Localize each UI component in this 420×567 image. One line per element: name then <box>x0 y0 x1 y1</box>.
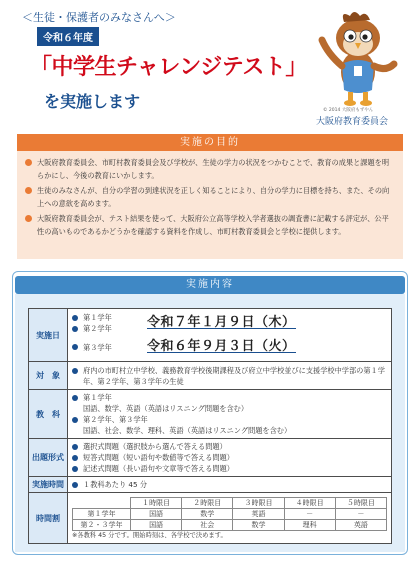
bullet-icon <box>72 368 78 374</box>
bullet-icon <box>72 315 78 321</box>
schedule-label: 時間割 <box>29 493 68 544</box>
target-text: 府内の市町村立中学校、義務教育学校後期課程及び府立中学校並びに支援学校中学部の第１学年、第２学年、第３学年の生徒 <box>83 365 385 386</box>
audience-heading: ＜生徒・保護者のみなさんへ＞ <box>22 11 176 24</box>
organization-name: 大阪府教育委員会 <box>316 117 389 127</box>
schedule-period: ３時限目 <box>233 498 284 509</box>
bullet-icon <box>72 444 78 450</box>
purpose-item: 生徒のみなさんが、自分の学習の到達状況を正しく知ることにより、自分の学力に目標を持ち、また、その向上への意欲を高めます。 <box>23 184 395 210</box>
date-grade-1-2: 令和７年１月９日（木） <box>147 315 296 330</box>
format-item: 記述式問題（長い語句や文章等で答える問題） <box>83 464 234 473</box>
time-text: １教科あたり 45 分 <box>83 480 148 489</box>
format-item: 短答式問題（短い語句や数値等で答える問題） <box>83 453 234 462</box>
date-grade-3: 第３学年 <box>83 342 112 352</box>
bullet-icon <box>72 482 78 488</box>
bullet-icon <box>72 326 78 332</box>
bullet-icon <box>72 455 78 461</box>
schedule-cell: 社会 <box>182 520 233 531</box>
subjects-grade-2-3-list: 国語、社会、数学、理科、英語（英語はリスニング問題を含む） <box>83 426 292 435</box>
purpose-section <box>17 151 403 259</box>
schedule-cell: 理科 <box>284 520 335 531</box>
details-table <box>28 308 392 544</box>
schedule-grade: 第１学年 <box>73 509 131 520</box>
bullet-icon <box>72 395 78 401</box>
details-heading: 実施内容 <box>15 276 405 294</box>
subjects-grade-1: 第１学年 <box>83 393 112 402</box>
table-row <box>73 520 387 531</box>
schedule-cell: － <box>335 509 386 520</box>
schedule-cell: 国語 <box>131 520 182 531</box>
mascot-copyright: © 2014 大阪府もずやん <box>323 108 374 113</box>
schedule-cell: 英語 <box>335 520 386 531</box>
date-grade-2: 第２学年 <box>83 324 112 333</box>
subjects-label: 教 科 <box>29 390 68 439</box>
schedule-cell: 数学 <box>233 520 284 531</box>
purpose-item: 大阪府教育委員会、市町村教育委員会及び学校が、生徒の学力の状況をつかむことで、教育の成果と課題を明らかにし、今後の教育にいかします。 <box>23 156 395 182</box>
date-label: 実施日 <box>29 309 68 362</box>
subjects-grade-1-list: 国語、数学、英語（英語はリスニング問題を含む） <box>83 404 249 413</box>
schedule-grade: 第２・３学年 <box>73 520 131 531</box>
date-grade-3-value: 令和６年９月３日（火） <box>147 339 296 354</box>
schedule-cell: 数学 <box>182 509 233 520</box>
schedule-table <box>72 497 387 531</box>
schedule-cell: － <box>284 509 335 520</box>
purpose-heading: 実施の目的 <box>17 134 403 151</box>
purpose-item: 大阪府教育委員会が、テスト結果を使って、大阪府公立高等学校入学者選抜の調査書に記載する評定が、公平性の高いものであるかどうかを確認する資料を作成し、市町村教育委員会と学校に提供します。 <box>23 212 395 238</box>
bullet-icon <box>72 417 78 423</box>
schedule-cell: 英語 <box>233 509 284 520</box>
schedule-period: ２時限目 <box>182 498 233 509</box>
page-subtitle: を実施します <box>44 92 141 111</box>
time-label: 実施時間 <box>29 477 68 493</box>
schedule-period: １時限目 <box>131 498 182 509</box>
date-cell <box>68 309 392 362</box>
mascot-illustration <box>314 6 402 108</box>
schedule-period: ５時限目 <box>335 498 386 509</box>
date-grade-1: 第１学年 <box>83 313 112 322</box>
year-badge: 令和６年度 <box>37 27 99 46</box>
format-label: 出題形式 <box>29 439 68 477</box>
page-title: 「中学生チャレンジテスト」 <box>30 55 307 80</box>
bullet-icon <box>72 466 78 472</box>
schedule-period: ４時限目 <box>284 498 335 509</box>
schedule-note: ※各教科 45 分です。開始時刻は、各学校で決めます。 <box>72 532 227 539</box>
subjects-grade-2-3: 第２学年、第３学年 <box>83 415 148 424</box>
bullet-icon <box>72 344 78 350</box>
table-row <box>73 509 387 520</box>
schedule-cell: 国語 <box>131 509 182 520</box>
format-item: 選択式問題（選択肢から選んで答える問題） <box>83 442 227 451</box>
target-label: 対 象 <box>29 362 68 390</box>
